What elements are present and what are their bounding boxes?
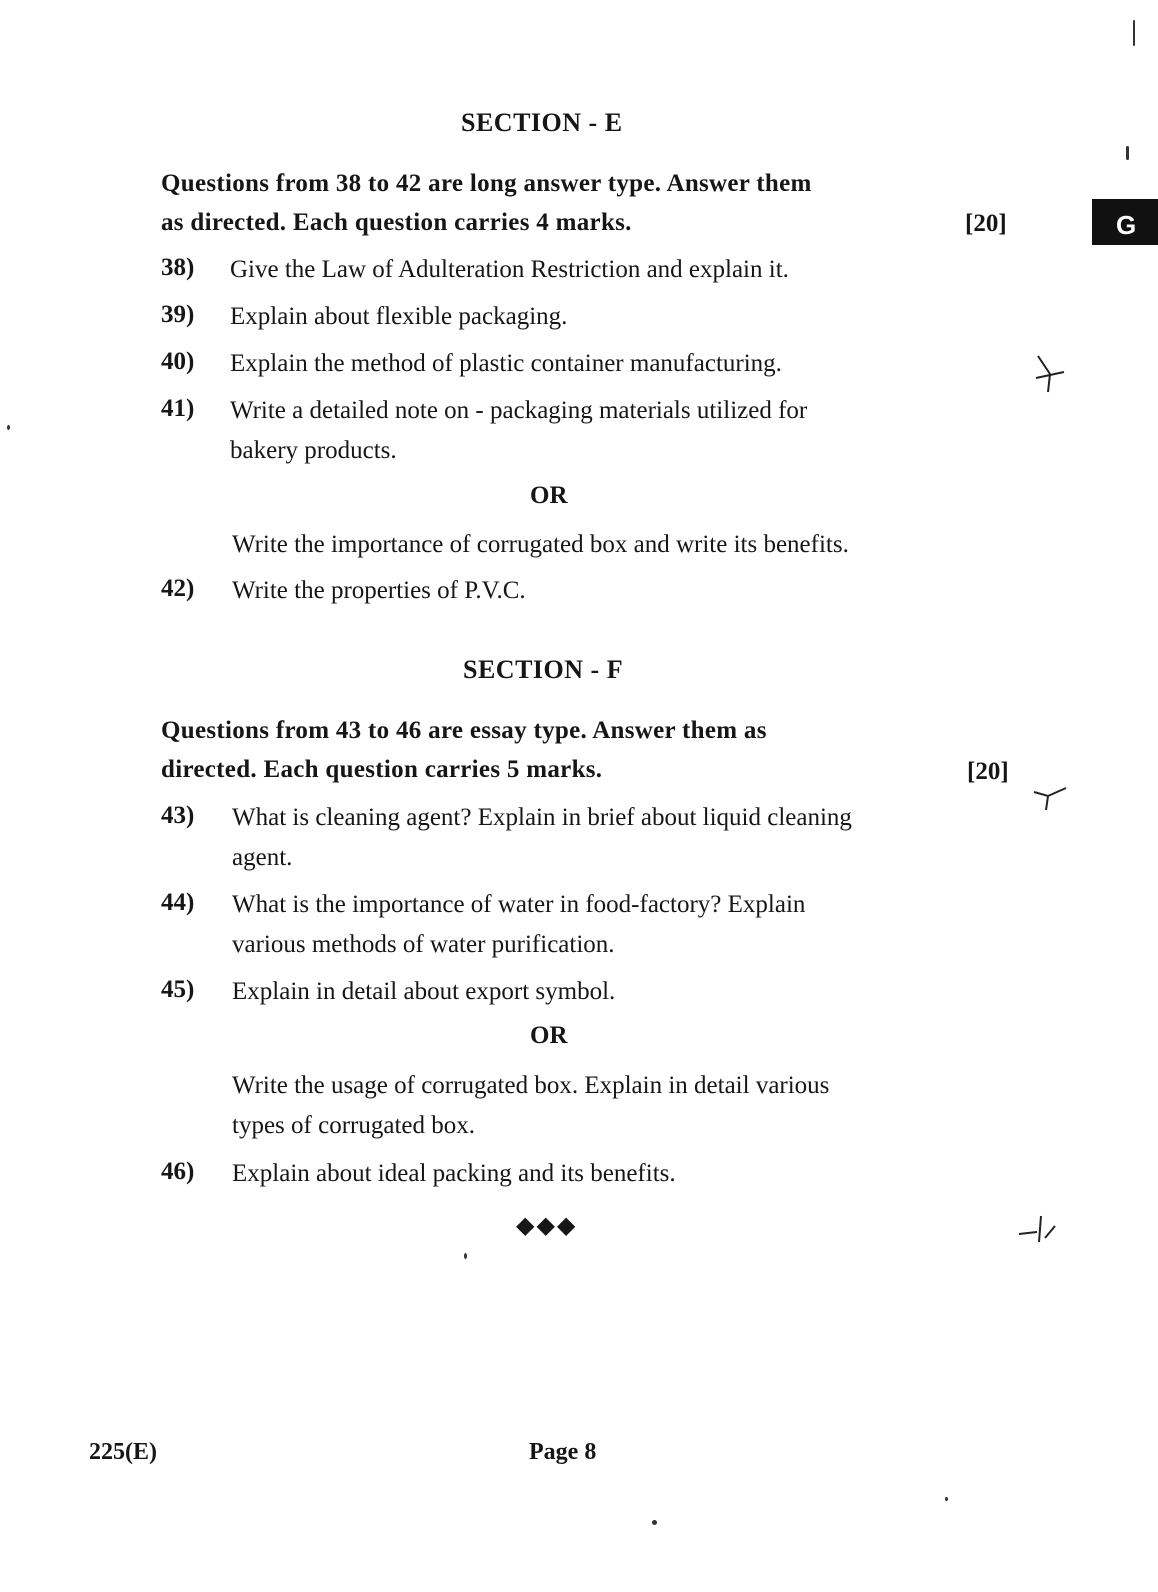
question-number: 40) <box>161 348 195 375</box>
question-number: 44) <box>161 889 195 916</box>
question-alt-text: Write the importance of corrugated box and write its benefits. <box>232 531 849 558</box>
question-text: Explain about flexible packaging. <box>230 303 568 330</box>
section-e-marks: [20] <box>965 210 1007 237</box>
question-text: Explain about ideal packing and its benefits. <box>232 1160 676 1187</box>
scan-speck <box>1133 20 1135 46</box>
question-text: Give the Law of Adulteration Restriction and explain it. <box>230 256 789 283</box>
section-e-title: SECTION - E <box>461 108 623 137</box>
scan-speck <box>464 1253 467 1259</box>
scribble-mark-icon <box>1030 780 1070 820</box>
section-f-title: SECTION - F <box>463 655 624 684</box>
end-of-paper-diamonds: ◆◆◆ <box>516 1213 578 1239</box>
scribble-mark-icon <box>1030 350 1070 400</box>
question-alt-text: Write the usage of corrugated box. Explain in detail various types of corrugated box. <box>232 1072 830 1139</box>
question-number: 42) <box>161 575 195 602</box>
question-text: Explain in detail about export symbol. <box>232 978 616 1005</box>
question-text: Write a detailed note on - packaging materials utilized for bakery products. <box>230 397 808 464</box>
section-e-instructions: Questions from 38 to 42 are long answer type. Answer them as directed. Each question carries 4 marks. <box>161 170 812 236</box>
or-separator: OR <box>530 482 568 509</box>
question-text: What is cleaning agent? Explain in brief about liquid cleaning agent. <box>232 804 852 871</box>
scan-speck <box>652 1520 657 1525</box>
paper-code: 225(E) <box>89 1439 157 1465</box>
question-number: 46) <box>161 1158 195 1185</box>
scan-speck <box>945 1497 948 1501</box>
question-number: 45) <box>161 976 195 1003</box>
section-f-instructions: Questions from 43 to 46 are essay type. Answer them as directed. Each question carries 5 marks. <box>161 717 767 783</box>
scan-speck <box>7 425 10 430</box>
question-text: What is the importance of water in food-factory? Explain various methods of water purification. <box>232 891 806 958</box>
or-separator: OR <box>530 1022 568 1049</box>
scan-speck <box>1126 146 1129 160</box>
scribble-mark-icon <box>1015 1212 1065 1252</box>
question-text: Explain the method of plastic container manufacturing. <box>230 350 782 377</box>
question-text: Write the properties of P.V.C. <box>232 577 526 604</box>
question-number: 39) <box>161 301 195 328</box>
question-number: 41) <box>161 395 195 422</box>
side-tab-marker: G <box>1092 199 1158 245</box>
page-number: Page 8 <box>529 1439 597 1465</box>
question-number: 38) <box>161 254 195 281</box>
section-f-marks: [20] <box>967 758 1009 785</box>
question-number: 43) <box>161 802 195 829</box>
